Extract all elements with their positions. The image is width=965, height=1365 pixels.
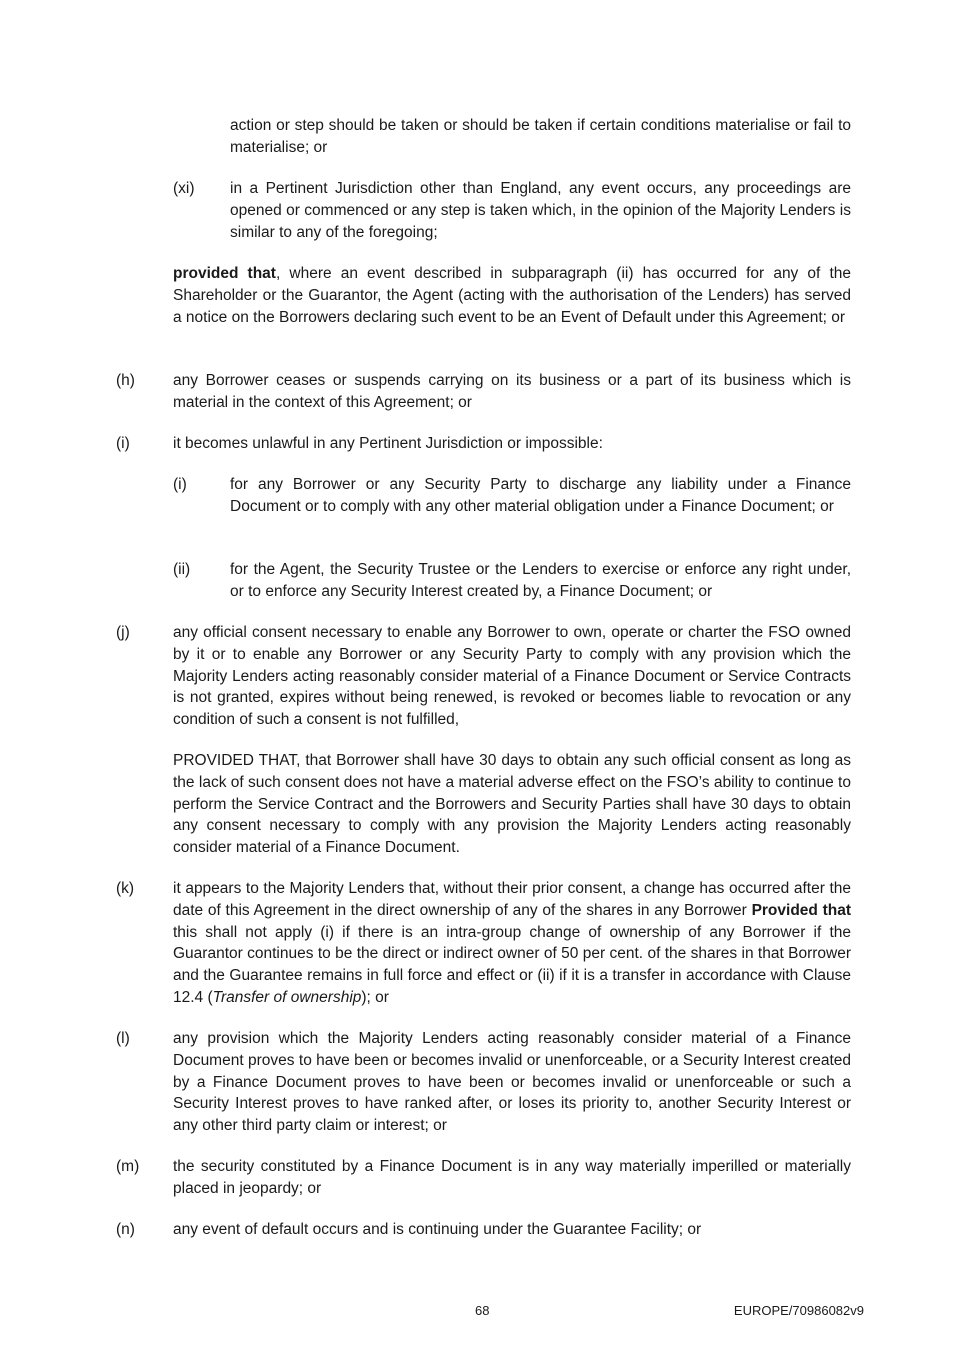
clause-j-proviso: PROVIDED THAT, that Borrower shall have 30 days to obtain any such official consent as long as the lack of such consent does not have a material adverse effect on the FSO’s ability to continue to perform the Service Contract and the Borrowers and Security Parties shall have 30 days to obtain any consent necessary to comply with any provision the Majority Lenders acting reasonably consider material of a Finance Document. — [173, 752, 851, 857]
page-number: 68 — [475, 1303, 490, 1318]
clause-n-text: any event of default occurs and is continuing under the Guarantee Facility; or — [173, 1221, 702, 1238]
document-reference: EUROPE/70986082v9 — [733, 1303, 864, 1318]
clause-x-continuation: action or step should be taken or should be taken if certain conditions materialise or fail to materialise; or — [230, 117, 851, 156]
clause-i-ii-label: (ii) — [173, 561, 191, 578]
clause-i-i-text: for any Borrower or any Security Party to discharge any liability under a Finance Document or to comply with any other material obligation under a Finance Document; or — [230, 476, 851, 515]
clause-l-text: any provision which the Majority Lenders acting reasonably consider material of a Finance Document proves to have been or becomes invalid or unenforceable, or a Security Interest created by a Finance Document proves to have been or becomes invalid or unenforceable or such a Security Interest proves to have ranked after, or loses its priority to, another Security Interest or any other third party claim or interest; or — [173, 1030, 851, 1135]
clause-i-i-label: (i) — [173, 476, 187, 493]
clause-m-label: (m) — [116, 1158, 140, 1175]
clause-xi-label: (xi) — [173, 180, 195, 197]
clause-k-bold: Provided that — [751, 901, 852, 919]
clause-h-text: any Borrower ceases or suspends carrying on its business or a part of its business which is material in the context of this Agreement; or — [173, 372, 851, 411]
proviso-bold: provided that — [173, 265, 276, 282]
clause-n-label: (n) — [116, 1221, 135, 1238]
clause-k-italic: Transfer of ownership — [212, 988, 362, 1006]
clause-xi-text: in a Pertinent Jurisdiction other than England, any event occurs, any proceedings are opened or commenced or any step is taken which, in the opinion of the Majority Lenders is similar to any of the foregoing; — [230, 180, 851, 241]
clause-i-label: (i) — [116, 435, 130, 452]
clause-k-label: (k) — [116, 880, 135, 897]
clause-m-text: the security constituted by a Finance Document is in any way materially imperilled or materially placed in jeopardy; or — [173, 1158, 851, 1197]
clause-k-text-part1: it appears to the Majority Lenders that, without their prior consent, a change has occurred after the date of this Agreement in the direct ownership of any of the shares in any Borrower — [173, 880, 851, 919]
clause-j-label: (j) — [116, 624, 130, 641]
clause-i-ii-text: for the Agent, the Security Trustee or the Lenders to exercise or enforce any right under, or to enforce any Security Interest created by, a Finance Document; or — [230, 561, 851, 600]
clause-k-text — [173, 878, 851, 1009]
clause-k-text-part3: ); or — [361, 988, 389, 1006]
clause-h-label: (h) — [116, 372, 135, 389]
clause-k-text-part2: this shall not apply (i) if there is an intra-group change of ownership of any Borrower if the Guarantor continues to be the direct or indirect owner of 50 per cent. of the shares in that Borrower and the Guarantee remains in full force and effect or (ii) if it is a transfer in accordance with Clause 12.4 ( — [173, 923, 851, 1006]
proviso-paragraph — [173, 263, 851, 328]
clause-i-text: it becomes unlawful in any Pertinent Jurisdiction or impossible: — [173, 435, 603, 452]
clause-j-text: any official consent necessary to enable any Borrower to own, operate or charter the FSO owned by it or to enable any Borrower or any Security Party to comply with any provision which the Majority Lenders acting reasonably consider material of a Finance Document or Service Contracts is not granted, expires without being renewed, is revoked or becomes liable to revocation or any condition of such a consent is not fulfilled, — [173, 624, 851, 729]
proviso-text: , where an event described in subparagraph (ii) has occurred for any of the Shareholder or the Guarantor, the Agent (acting with the authorisation of the Lenders) has served a notice on the Borrowers declaring such event to be an Event of Default under this Agreement; or — [173, 265, 851, 326]
clause-l-label: (l) — [116, 1030, 130, 1047]
